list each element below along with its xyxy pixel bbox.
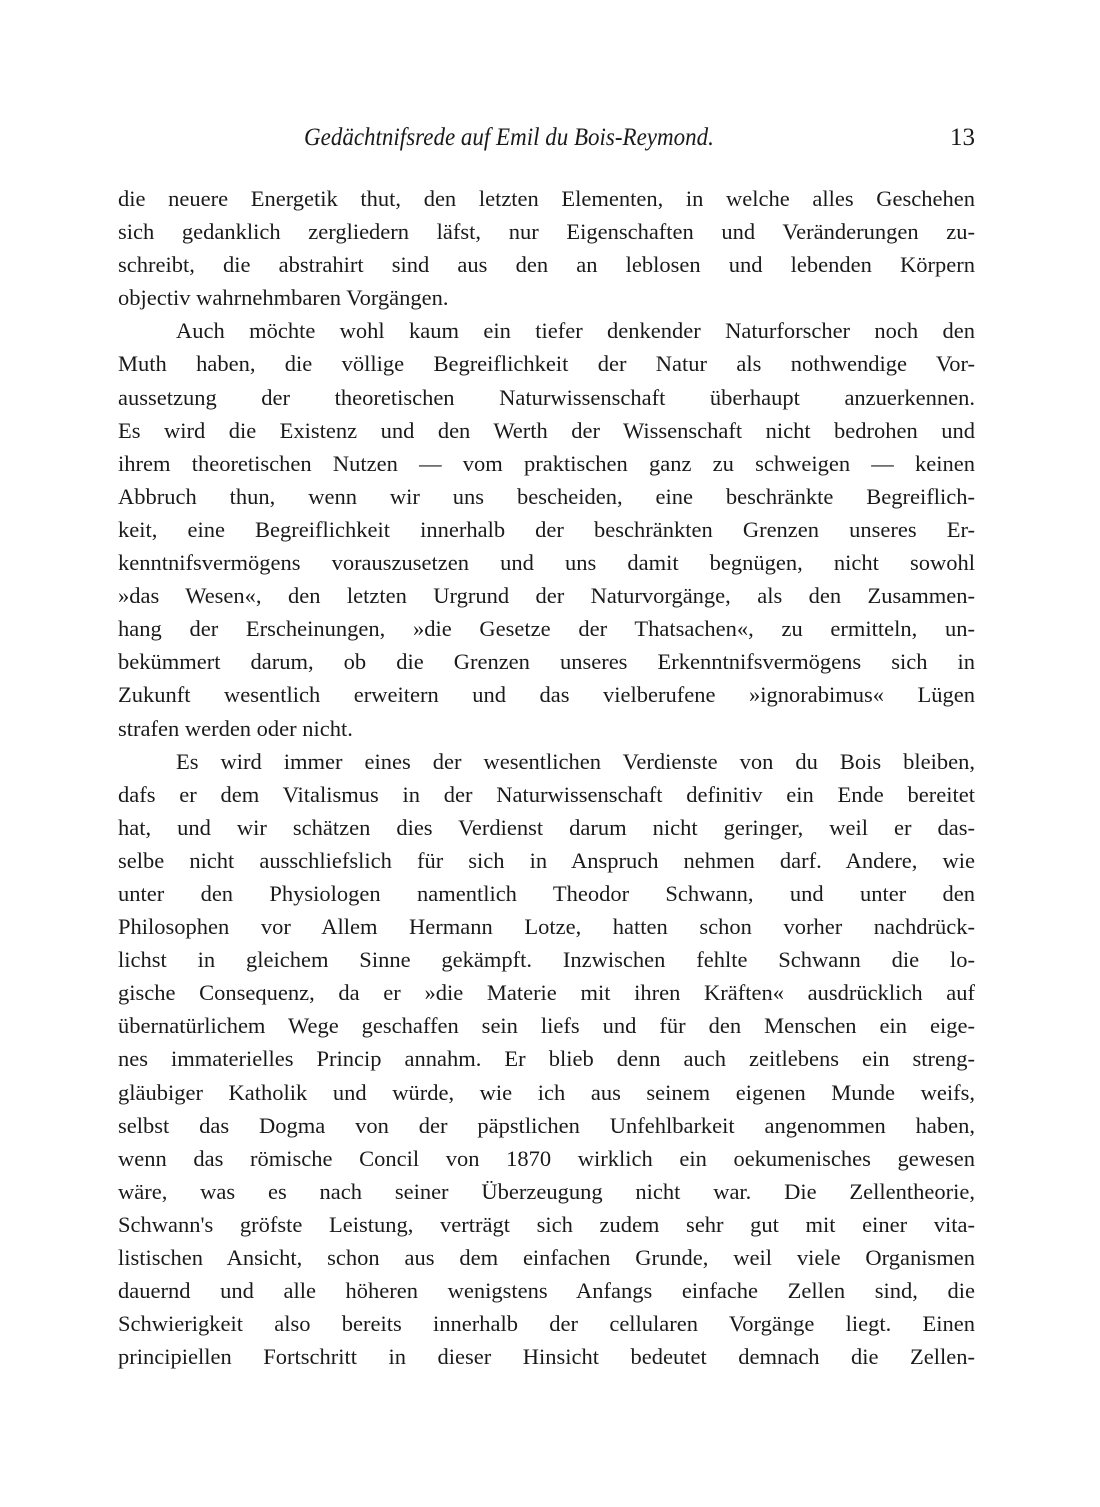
text-line: unter den Physiologen namentlich Theodor Schwann, und unter den xyxy=(118,880,975,906)
text-line: hat, und wir schätzen dies Verdienst darum nicht geringer, weil er das- xyxy=(118,814,975,840)
text-line: Schwann's gröfste Leistung, verträgt sich zudem sehr gut mit einer vita- xyxy=(118,1211,975,1237)
text-line: wäre, was es nach seiner Überzeugung nicht war. Die Zellentheorie, xyxy=(118,1178,975,1204)
text-line: objectiv wahrnehmbaren Vorgängen. xyxy=(118,285,449,311)
text-line: bekümmert darum, ob die Grenzen unseres Erkenntnifsvermögens sich in xyxy=(118,649,975,675)
text-line: selbst das Dogma von der päpstlichen Unfehlbarkeit angenommen haben, xyxy=(118,1112,975,1138)
text-line: schreibt, die abstrahirt sind aus den an leblosen und lebenden Körpern xyxy=(118,252,975,278)
body-text xyxy=(118,182,975,1373)
text-line: Muth haben, die völlige Begreiflichkeit der Natur als nothwendige Vor- xyxy=(118,351,975,377)
text-line: »das Wesen«, den letzten Urgrund der Naturvorgänge, als den Zusammen- xyxy=(118,583,975,609)
text-line: gläubiger Katholik und würde, wie ich aus seinem eigenen Munde weifs, xyxy=(118,1079,975,1105)
text-line: selbe nicht ausschliefslich für sich in Anspruch nehmen darf. Andere, wie xyxy=(118,847,975,873)
text-line: Philosophen vor Allem Hermann Lotze, hatten schon vorher nachdrück- xyxy=(118,914,975,940)
text-line: ihrem theoretischen Nutzen — vom praktischen ganz zu schweigen — keinen xyxy=(118,450,975,476)
text-line: gische Consequenz, da er »die Materie mit ihren Kräften« ausdrücklich auf xyxy=(118,980,975,1006)
text-line: principiellen Fortschritt in dieser Hinsicht bedeutet demnach die Zellen- xyxy=(118,1344,975,1370)
text-line: Es wird die Existenz und den Werth der Wissenschaft nicht bedrohen und xyxy=(118,417,975,443)
page-header xyxy=(118,124,975,160)
text-line: dafs er dem Vitalismus in der Naturwissenschaft definitiv ein Ende bereitet xyxy=(118,781,975,807)
page-number: 13 xyxy=(950,124,975,151)
text-line: dauernd und alle höheren wenigstens Anfangs einfache Zellen sind, die xyxy=(118,1278,975,1304)
text-line: lichst in gleichem Sinne gekämpft. Inzwischen fehlte Schwann die lo- xyxy=(118,947,975,973)
paragraph xyxy=(118,182,975,314)
paragraph xyxy=(118,745,975,1374)
text-line: Abbruch thun, wenn wir uns bescheiden, eine beschränkte Begreiflich- xyxy=(118,483,975,509)
text-line: sich gedanklich zergliedern läfst, nur Eigenschaften und Veränderungen zu- xyxy=(118,219,975,245)
text-line: übernatürlichem Wege geschaffen sein liefs und für den Menschen ein eige- xyxy=(118,1013,975,1039)
running-title: Gedächtnifsrede auf Emil du Bois-Reymond. xyxy=(304,124,714,151)
text-line: aussetzung der theoretischen Naturwissenschaft überhaupt anzuerkennen. xyxy=(118,384,975,410)
text-line: listischen Ansicht, schon aus dem einfachen Grunde, weil viele Organismen xyxy=(118,1245,975,1270)
text-line: wenn das römische Concil von 1870 wirklich ein oekumenisches gewesen xyxy=(118,1145,975,1171)
text-line: Es wird immer eines der wesentlichen Verdienste von du Bois bleiben, xyxy=(176,748,975,774)
text-line: hang der Erscheinungen, »die Gesetze der Thatsachen«, zu ermitteln, un- xyxy=(118,616,975,642)
text-line: strafen werden oder nicht. xyxy=(118,715,353,741)
text-line: Zukunft wesentlich erweitern und das vielberufene »ignorabimus« Lügen xyxy=(118,682,975,708)
text-line: Schwierigkeit also bereits innerhalb der cellularen Vorgänge liegt. Einen xyxy=(118,1311,975,1337)
text-line: Auch möchte wohl kaum ein tiefer denkender Naturforscher noch den xyxy=(176,318,975,344)
paragraph xyxy=(118,314,975,744)
text-line: kenntnifsvermögens vorauszusetzen und uns damit begnügen, nicht sowohl xyxy=(118,550,975,576)
text-line: keit, eine Begreiflichkeit innerhalb der beschränkten Grenzen unseres Er- xyxy=(118,516,975,542)
text-line: nes immaterielles Princip annahm. Er blieb denn auch zeitlebens ein streng- xyxy=(118,1046,975,1072)
text-line: die neuere Energetik thut, den letzten Elementen, in welche alles Geschehen xyxy=(118,186,975,211)
